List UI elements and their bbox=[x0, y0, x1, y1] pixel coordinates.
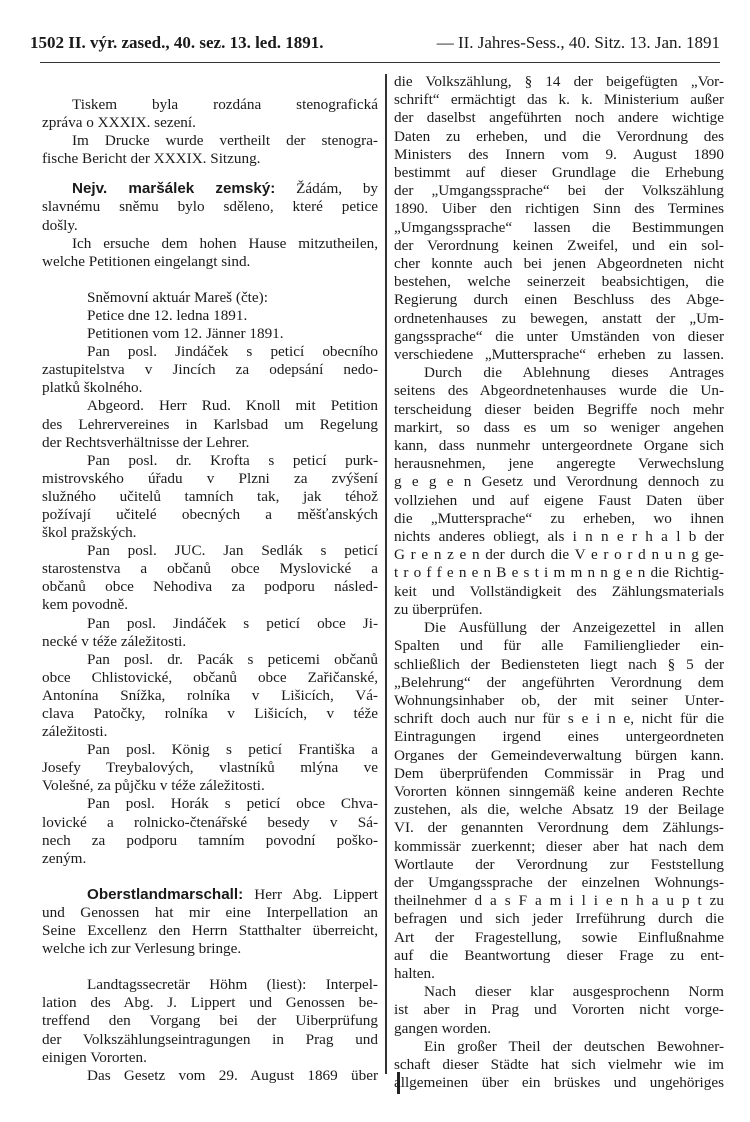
line-text: kem povodně. bbox=[42, 596, 129, 614]
line-text: welche ich zur Verlesung bringe. bbox=[42, 940, 242, 958]
line-text: Spalten und für alle Familienglieder ein- bbox=[394, 637, 724, 655]
line-text: befragen und sich jeder Irreführung durch die bbox=[394, 910, 724, 928]
text-line bbox=[42, 669, 378, 687]
line-text: „Umgangssprache“ lassen die Bestimmungen bbox=[394, 218, 724, 236]
line-text: schrift“ ermächtigt das k. k. Ministerium außer bbox=[394, 91, 724, 109]
text-line bbox=[42, 1067, 378, 1085]
text-line bbox=[42, 922, 378, 940]
text-line bbox=[42, 343, 378, 361]
text-line bbox=[394, 892, 724, 910]
line-text: ordnetenhauses zu bewegen, anstatt der „Um- bbox=[394, 309, 724, 327]
line-text: kommissär zuerkennt; dieser aber hat nach dem bbox=[394, 837, 724, 855]
text-line bbox=[394, 291, 724, 309]
line-text: Petitionen vom 12. Jänner 1891. bbox=[87, 325, 284, 343]
text-line bbox=[394, 1001, 724, 1019]
text-line bbox=[42, 307, 378, 325]
text-line bbox=[394, 528, 724, 546]
speaker-name: Oberstlandmarschall: bbox=[87, 885, 244, 903]
line-text: Im Drucke wurde vertheilt der stenogra- bbox=[72, 132, 378, 150]
text-line bbox=[394, 637, 724, 655]
line-text: Pan posl. Jindáček s peticí obce Ji- bbox=[87, 614, 378, 632]
text-line bbox=[42, 488, 378, 506]
line-text: bestimmt auf dieser Grundlage die Erhebung bbox=[394, 164, 724, 182]
line-text: VI. der genannten Verordnung dem Zählungs- bbox=[394, 819, 724, 837]
text-line bbox=[42, 416, 378, 434]
text-line bbox=[42, 1031, 378, 1049]
text-line bbox=[394, 874, 724, 892]
line-text: Pan posl. dr. Pacák s peticemi občanů bbox=[87, 650, 378, 668]
paragraph bbox=[394, 1038, 724, 1093]
paragraph bbox=[42, 795, 378, 867]
line-text: občanů obce Nehodiva za podporu násled- bbox=[42, 578, 378, 596]
paragraph bbox=[42, 343, 378, 397]
line-text: kann, dass nunmehr untergeordnete Organe sich bbox=[394, 437, 724, 455]
line-text: der Volkszählungseintragungen in Prag und bbox=[42, 1030, 378, 1048]
line-text: Das Gesetz vom 29. August 1869 über bbox=[87, 1066, 378, 1084]
line-text: došly. bbox=[42, 216, 78, 234]
line-text: der daselbst angeführten noch andere wichtige bbox=[394, 109, 724, 127]
text-line bbox=[394, 346, 724, 364]
line-text: treffend den Vorgang bei der Uiberprüfung bbox=[42, 1012, 378, 1030]
text-line bbox=[394, 164, 724, 182]
text-line bbox=[42, 542, 378, 560]
text-line bbox=[42, 470, 378, 488]
line-text: schrift doch auch nur für s e i n e, nicht für die bbox=[394, 710, 724, 728]
line-text: Wohnungsinhaber ob, der mit seiner Unter- bbox=[394, 691, 724, 709]
text-line bbox=[42, 705, 378, 723]
left-column bbox=[42, 96, 378, 1085]
text-line bbox=[394, 182, 724, 200]
text-line bbox=[394, 783, 724, 801]
line-text: „Belehrung“ der angeführten Verordnung dem bbox=[394, 673, 724, 691]
text-line bbox=[394, 856, 724, 874]
paragraph bbox=[42, 615, 378, 651]
line-text: Abgeord. Herr Rud. Knoll mit Petition bbox=[87, 397, 378, 415]
line-text: die „Muttersprache“ zu erheben, wo ihnen bbox=[394, 509, 724, 527]
line-text: Pan posl. Jindáček s peticí obecního bbox=[87, 343, 378, 361]
text-line bbox=[394, 91, 724, 109]
text-line bbox=[394, 273, 724, 291]
text-line bbox=[42, 560, 378, 578]
line-text: obce Chlistovické, občanů obce Zařičanské, bbox=[42, 668, 378, 686]
line-text: und Genossen hat mir eine Interpellation an bbox=[42, 903, 378, 921]
text-line bbox=[394, 983, 724, 1001]
text-line bbox=[42, 777, 378, 795]
text-line bbox=[42, 96, 378, 114]
line-text: gangssprache“ die unter Umständen von dieser bbox=[394, 327, 724, 345]
text-line bbox=[394, 601, 724, 619]
text-line bbox=[42, 633, 378, 651]
paragraph bbox=[42, 96, 378, 132]
text-line bbox=[394, 455, 724, 473]
text-line bbox=[42, 506, 378, 524]
text-line bbox=[394, 819, 724, 837]
text-line bbox=[394, 965, 724, 983]
line-text: Dem überprüfenden Commissär in Prag und bbox=[394, 764, 724, 782]
line-text: Tiskem byla rozdána stenografická bbox=[72, 96, 378, 113]
line-text: schließlich der Bediensteten liegt nach § 5 der bbox=[394, 655, 724, 673]
paragraph bbox=[394, 983, 724, 1038]
line-text: nech za podporu tamním povodní poško- bbox=[42, 831, 378, 849]
text-line bbox=[394, 255, 724, 273]
line-text: der Verordnung keinen Zweifel, und ein sol- bbox=[394, 236, 724, 254]
paragraph bbox=[42, 542, 378, 614]
column-divider bbox=[385, 74, 387, 1074]
line-text: Landtagssecretär Höhm (liest): Interpel- bbox=[87, 976, 378, 994]
paragraph bbox=[42, 741, 378, 795]
line-text: gangen worden. bbox=[394, 1019, 491, 1037]
line-text: die Volkszählung, § 14 der beigefügten „Vor- bbox=[394, 73, 724, 90]
line-text: Durch die Ablehnung dieses Antrages bbox=[424, 364, 724, 382]
line-text: Pan posl. König s peticí Františka a bbox=[87, 741, 378, 759]
text-line bbox=[42, 524, 378, 542]
text-line bbox=[394, 710, 724, 728]
text-line bbox=[42, 452, 378, 470]
text-line bbox=[394, 1038, 724, 1056]
text-line bbox=[42, 976, 378, 994]
line-text: Wortlaute der Verordnung zur Feststellung bbox=[394, 855, 724, 873]
text-line bbox=[394, 838, 724, 856]
line-text: Herr Abg. Lippert bbox=[243, 885, 378, 903]
text-line bbox=[42, 832, 378, 850]
text-line bbox=[42, 150, 378, 168]
line-text: fische Bericht der XXXIX. Sitzung. bbox=[42, 150, 261, 168]
line-text: terscheidung dieser beiden Begriffe noch mehr bbox=[394, 400, 724, 418]
right-column bbox=[394, 73, 724, 1092]
line-text: verschiedene „Muttersprache“ erheben zu lassen. bbox=[394, 346, 724, 364]
line-text: einigen Vororten. bbox=[42, 1048, 147, 1066]
line-text: keit und Vollständigkeit des Zählungsmaterials bbox=[394, 582, 724, 600]
text-line bbox=[42, 615, 378, 633]
line-text: g e g e n Gesetz und Verordnung dennoch zu bbox=[394, 473, 724, 491]
text-line bbox=[42, 940, 378, 958]
paragraph bbox=[42, 307, 378, 325]
line-text: záležitosti. bbox=[42, 723, 108, 741]
text-line bbox=[394, 437, 724, 455]
paragraph bbox=[42, 1067, 378, 1085]
text-line bbox=[394, 765, 724, 783]
text-line bbox=[42, 198, 378, 216]
line-text: Petice dne 12. ledna 1891. bbox=[87, 306, 248, 324]
header-german: — II. Jahres-Sess., 40. Sitz. 13. Jan. 1891 bbox=[436, 33, 720, 52]
text-line bbox=[42, 850, 378, 868]
paragraph bbox=[394, 364, 724, 619]
paragraph bbox=[42, 235, 378, 271]
line-text: clava Patočky, rolníka v Lišicích, v téže bbox=[42, 705, 378, 722]
line-text: zustehen, als die, welche Absatz 19 der Beilage bbox=[394, 801, 724, 819]
text-line bbox=[394, 619, 724, 637]
text-line bbox=[42, 759, 378, 777]
line-text: theilnehmer d a s F a m i l i e n h a u p t zu bbox=[394, 892, 724, 910]
line-text: der Umgangssprache der einzelnen Wohnungs- bbox=[394, 873, 724, 891]
line-text: slavnému sněmu bylo sděleno, které petice bbox=[42, 198, 378, 216]
line-text: Ministers des Innern vom 9. August 1890 bbox=[394, 145, 724, 163]
text-line bbox=[42, 379, 378, 397]
line-text: Pan posl. Horák s peticí obce Chva- bbox=[87, 795, 378, 813]
text-line bbox=[42, 578, 378, 596]
line-text: Ein großer Theil der deutschen Bewohner- bbox=[424, 1037, 724, 1055]
text-line bbox=[394, 546, 724, 564]
paragraph bbox=[42, 886, 378, 958]
page-header bbox=[30, 33, 720, 53]
line-text: Žádám, by bbox=[275, 180, 379, 198]
line-text: der Rechtsverhältnisse der Lehrer. bbox=[42, 433, 250, 451]
text-line bbox=[42, 994, 378, 1012]
text-line bbox=[42, 741, 378, 759]
line-text: G r e n z e n der durch die V e r o r d n u n g ge- bbox=[394, 546, 724, 564]
line-text: vollziehen und auf eigene Faust Daten über bbox=[394, 491, 724, 509]
text-line bbox=[42, 180, 378, 198]
line-text: schaft dieser Städte hat sich vielmehr wie im bbox=[394, 1055, 724, 1073]
text-line bbox=[42, 235, 378, 253]
line-text: Die Ausfüllung der Anzeigezettel in allen bbox=[424, 619, 724, 637]
line-text: Nach dieser klar ausgesprochenn Norm bbox=[424, 983, 724, 1001]
line-text: markirt, so dass es um so weniger angehen bbox=[394, 418, 724, 436]
text-line bbox=[394, 910, 724, 928]
text-line bbox=[394, 1056, 724, 1074]
line-text: Antonína Snížka, rolníka v Lišicích, Vá- bbox=[42, 686, 378, 704]
text-line bbox=[394, 674, 724, 692]
text-line bbox=[394, 419, 724, 437]
text-line bbox=[394, 237, 724, 255]
text-line bbox=[394, 929, 724, 947]
line-text: Organes der Gemeindeverwaltung bürgen kann. bbox=[394, 746, 724, 764]
paragraph bbox=[42, 132, 378, 168]
text-line bbox=[394, 401, 724, 419]
paragraph bbox=[394, 619, 724, 983]
text-line bbox=[394, 583, 724, 601]
text-line bbox=[394, 692, 724, 710]
text-line bbox=[42, 132, 378, 150]
paragraph bbox=[42, 976, 378, 1066]
line-text: t r o f f e n e n B e s t i m m n n g e n die Richtig- bbox=[394, 564, 724, 582]
line-text: der „Umgangssprache“ bei der Volkszählung bbox=[394, 182, 724, 200]
text-line bbox=[42, 253, 378, 271]
text-line bbox=[42, 723, 378, 741]
line-text: necké v téže záležitosti. bbox=[42, 632, 187, 650]
text-line bbox=[394, 510, 724, 528]
text-line bbox=[394, 492, 724, 510]
line-text: seitens des Abgeordnetenhauses wurde die Un- bbox=[394, 382, 724, 400]
line-text: Pan posl. dr. Krofta s peticí purk- bbox=[87, 451, 378, 469]
text-line bbox=[42, 596, 378, 614]
line-text: des Lehrervereines in Karlsbad um Regelung bbox=[42, 415, 378, 433]
line-text: služného učitelů tamních tak, jak téhož bbox=[42, 487, 378, 505]
text-line bbox=[42, 687, 378, 705]
line-text: Daten zu erheben, und die Verordnung des bbox=[394, 127, 724, 145]
text-line bbox=[42, 397, 378, 415]
text-line bbox=[42, 795, 378, 813]
text-line bbox=[394, 73, 724, 91]
line-text: bestehen, welche seinerzeit beabsichtigen, die bbox=[394, 273, 724, 291]
text-line bbox=[394, 146, 724, 164]
line-text: halten. bbox=[394, 964, 435, 982]
line-text: Eintragungen irgend eines untergeordneten bbox=[394, 728, 724, 746]
line-text: zu überprüfen. bbox=[394, 600, 483, 618]
line-text: požívají učitelé obecných a měšťanských bbox=[42, 505, 378, 523]
text-line bbox=[394, 801, 724, 819]
line-text: lation des Abg. J. Lippert und Genossen be- bbox=[42, 994, 378, 1012]
line-text: nichts anderes obliegt, als i n n e r h a l b der bbox=[394, 528, 724, 546]
text-line bbox=[394, 382, 724, 400]
line-text: Pan posl. JUC. Jan Sedlák s peticí bbox=[87, 542, 378, 560]
text-line bbox=[394, 200, 724, 218]
line-text: Josefy Treybalových, vlastníků mlýna ve bbox=[42, 759, 378, 777]
paragraph bbox=[394, 73, 724, 364]
line-text: cher konnte auch bei jenen Abgeordneten nicht bbox=[394, 255, 724, 273]
line-text: Volešné, za půjčku v téže záležitosti. bbox=[42, 777, 265, 795]
text-line bbox=[394, 364, 724, 382]
paragraph bbox=[42, 325, 378, 343]
line-text: zastupitelstva v Jincích za odepsání nedo- bbox=[42, 361, 378, 379]
text-line bbox=[394, 947, 724, 965]
line-text: Seine Excellenz den Herrn Statthalter überreicht, bbox=[42, 922, 378, 940]
text-line bbox=[42, 325, 378, 343]
text-line bbox=[42, 814, 378, 832]
text-line bbox=[42, 361, 378, 379]
text-line bbox=[394, 328, 724, 346]
text-line bbox=[394, 219, 724, 237]
line-text: starostenstva a občanů obce Myslovické a bbox=[42, 560, 378, 578]
line-text: auf die Beantwortung dieser Frage zu ent- bbox=[394, 946, 724, 964]
text-line bbox=[394, 747, 724, 765]
text-line bbox=[42, 217, 378, 235]
speaker-name: Nejv. maršálek zemský: bbox=[72, 180, 276, 198]
text-line bbox=[42, 904, 378, 922]
paragraph bbox=[42, 651, 378, 741]
text-line bbox=[42, 434, 378, 452]
paragraph bbox=[42, 289, 378, 307]
line-text: welche Petitionen eingelangt sind. bbox=[42, 252, 251, 270]
text-line bbox=[394, 473, 724, 491]
text-line bbox=[42, 289, 378, 307]
text-line bbox=[394, 656, 724, 674]
text-line bbox=[394, 728, 724, 746]
line-text: Sněmovní aktuár Mareš (čte): bbox=[87, 288, 268, 306]
text-line bbox=[394, 109, 724, 127]
paragraph bbox=[42, 397, 378, 451]
line-text: zeným. bbox=[42, 849, 87, 867]
line-text: ist aber in Prag und Vororten nicht vorge- bbox=[394, 1001, 724, 1019]
text-line bbox=[42, 651, 378, 669]
text-line bbox=[42, 1012, 378, 1030]
text-line bbox=[394, 128, 724, 146]
text-line bbox=[394, 564, 724, 582]
line-text: Vororten können sinngemäß keine anderen Rechte bbox=[394, 782, 724, 800]
text-line bbox=[394, 1074, 724, 1092]
line-text: herausnehmen, jene angeregte Verwechslung bbox=[394, 455, 724, 473]
line-text: lovické a rolnicko-čtenářské besedy v Sá- bbox=[42, 813, 378, 831]
text-line bbox=[394, 1020, 724, 1038]
line-text: platků školného. bbox=[42, 379, 143, 397]
line-text: Art der Fragestellung, sowie Einflußnahme bbox=[394, 928, 724, 946]
text-line bbox=[42, 1049, 378, 1067]
paragraph bbox=[42, 452, 378, 542]
paragraph bbox=[42, 180, 378, 234]
line-text: škol pražských. bbox=[42, 524, 137, 542]
text-line bbox=[42, 114, 378, 132]
line-text: 1890. Uiber den richtigen Sinn des Termines bbox=[394, 200, 724, 218]
header-rule bbox=[40, 62, 720, 63]
line-text: mistrovského úřadu v Plzni za zvýšení bbox=[42, 469, 378, 487]
line-text: allgemeinen über ein brüskes und ungehöriges bbox=[394, 1074, 724, 1092]
header-czech: 1502 II. výr. zased., 40. sez. 13. led. 1891. bbox=[30, 33, 324, 52]
line-text: zpráva o XXXIX. sezení. bbox=[42, 114, 196, 132]
text-line bbox=[394, 310, 724, 328]
text-line bbox=[42, 886, 378, 904]
line-text: Regierung durch einen Beschluss des Abge- bbox=[394, 291, 724, 309]
line-text: Ich ersuche dem hohen Hause mitzutheilen, bbox=[72, 234, 378, 252]
